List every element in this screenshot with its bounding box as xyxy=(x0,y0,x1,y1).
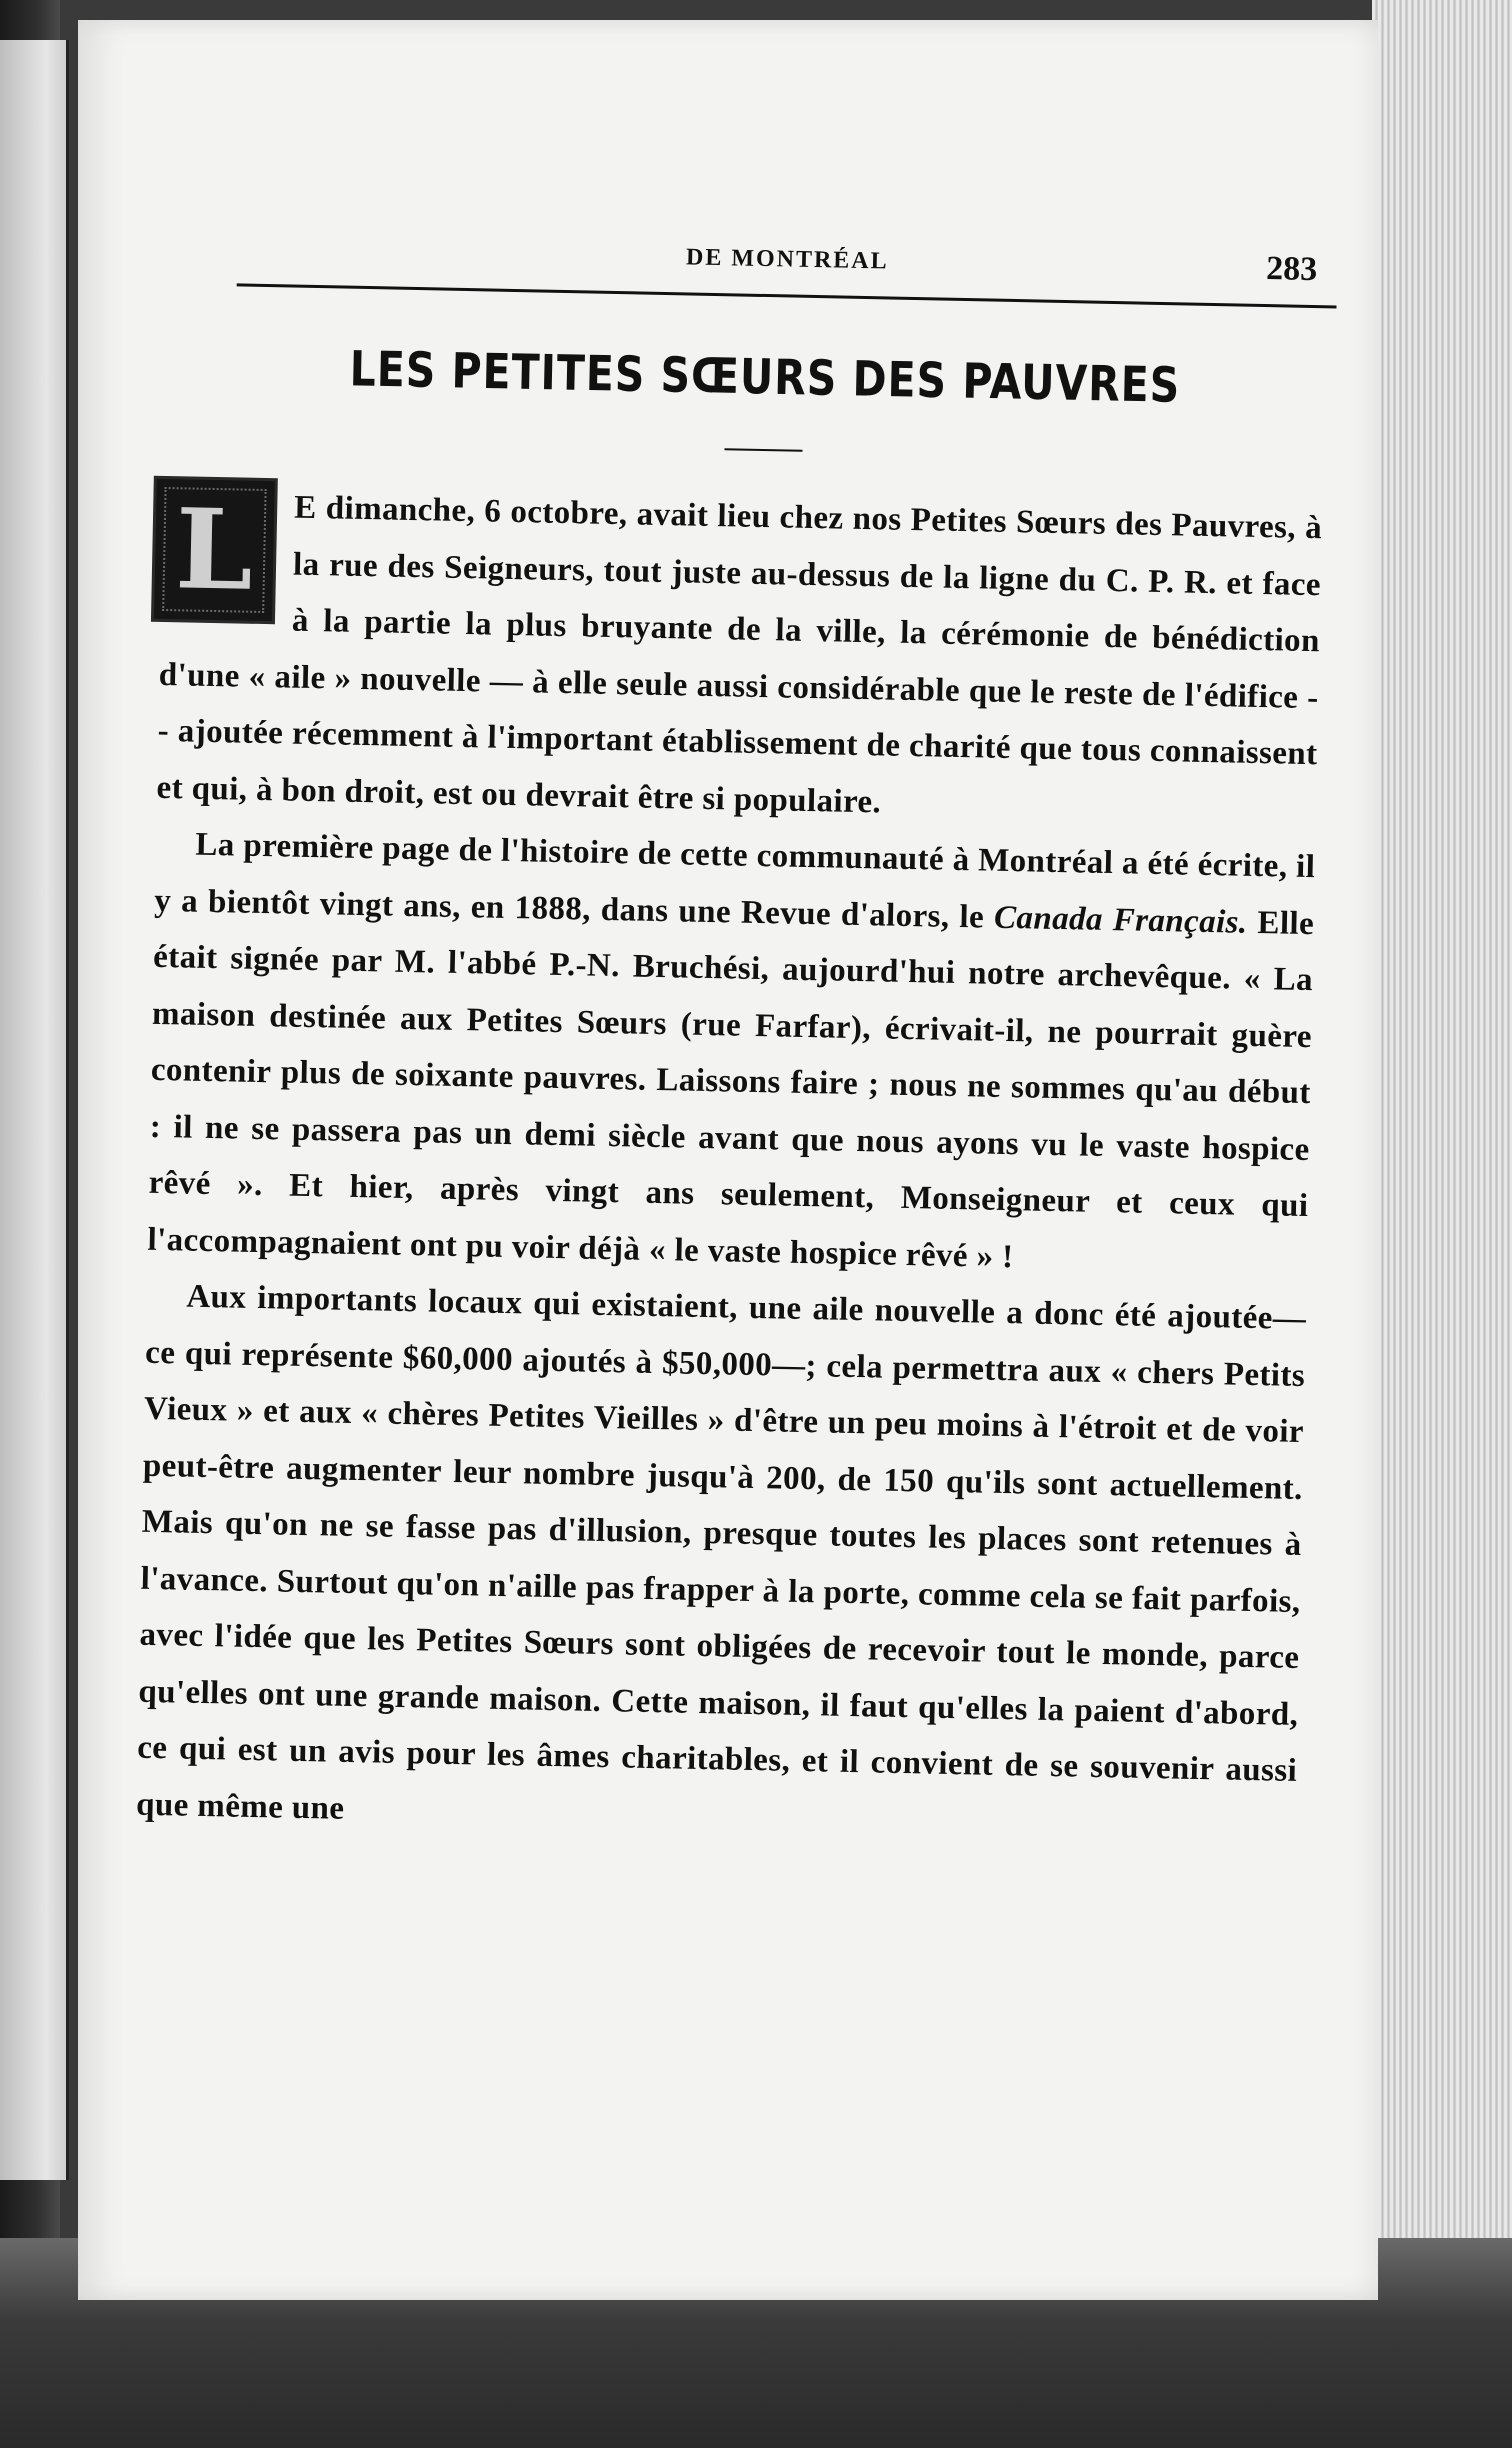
dropcap-letter: L xyxy=(174,484,255,615)
chapter-title: LES PETITES SŒURS DES PAUVRES xyxy=(349,340,1181,414)
page-edges-stack xyxy=(1372,0,1512,2448)
previous-page-edge xyxy=(0,40,69,2180)
paragraph-3-text: Aux importants locaux qui existaient, une aile nouvelle a donc été ajoutée—ce qui représente $60,000 ajoutés à $50,000—; cela permettra aux « chers Petits Vieux » et aux « chères Petites Vieilles » d'être un peu moins à l'étroit et de voir peut-être augmenter leur nombre jusqu'à 200, de 150 qu'ils sont actuellement. Mais qu'on ne se fasse pas d'illusion, presque toutes les places sont retenues à l'avance. Surtout qu'on n'aille pas frapper à la porte, comme cela se fait parfois, avec l'idée que les Petites Sœurs sont obligées de recevoir tout le monde, parce qu'elles ont une grande maison. Cette maison, il faut qu'elles la paient d'abord, ce qui est un avis pour les âmes charitables, et il convient de se souvenir aussi que même une xyxy=(135,1278,1307,1827)
dropcap-ornament xyxy=(154,479,275,621)
paragraph-2 xyxy=(147,816,1316,1291)
paragraph-1-text: E dimanche, 6 octobre, avait lieu chez nos Petites Sœurs des Pauvres, à la rue des Seigneurs, tout juste au-dessus de la ligne du C. P. R. et face à la partie la plus bruyante de la ville, la cérémonie de bénédiction d'une « aile » nouvelle — à elle seule aussi considérable que le reste de l'édifice -- ajoutée récemment à l'important établissement de charité que tous connaissent et qui, à bon droit, est ou devrait être si populaire. xyxy=(156,489,1323,820)
running-title: DE MONTRÉAL xyxy=(685,244,889,275)
page-text-block xyxy=(136,220,1328,1856)
paragraph-3 xyxy=(136,1268,1307,1856)
page-number: 283 xyxy=(1265,250,1318,289)
paragraph-2-text-b: Elle était signée par M. l'abbé P.-N. Bruchési, aujourd'hui notre archevêque. « La maison destinée aux Petites Sœurs (rue Farfar), écrivait-il, ne pourrait guère contenir plus de soixante pauvres. Laissons faire ; nous ne sommes qu'au début : il ne se passera pas un demi siècle avant que nous ayons vu le vaste hospice rêvé ». Et hier, après vingt ans seulement, Monseigneur et ceux qui l'accompagnaient ont pu voir déjà « le vaste hospice rêvé » ! xyxy=(147,904,1315,1275)
journal-title: Canada Français. xyxy=(993,899,1248,941)
paragraph-1 xyxy=(156,477,1323,839)
title-rule xyxy=(724,448,802,452)
book-page xyxy=(78,20,1378,2300)
body-text xyxy=(136,477,1323,1856)
paragraph-2-text-a: La première page de l'histoire de cette communauté à Montréal a été écrite, il y a bientôt vingt ans, en 1888, dans une Revue d'alors, le xyxy=(153,826,1316,936)
